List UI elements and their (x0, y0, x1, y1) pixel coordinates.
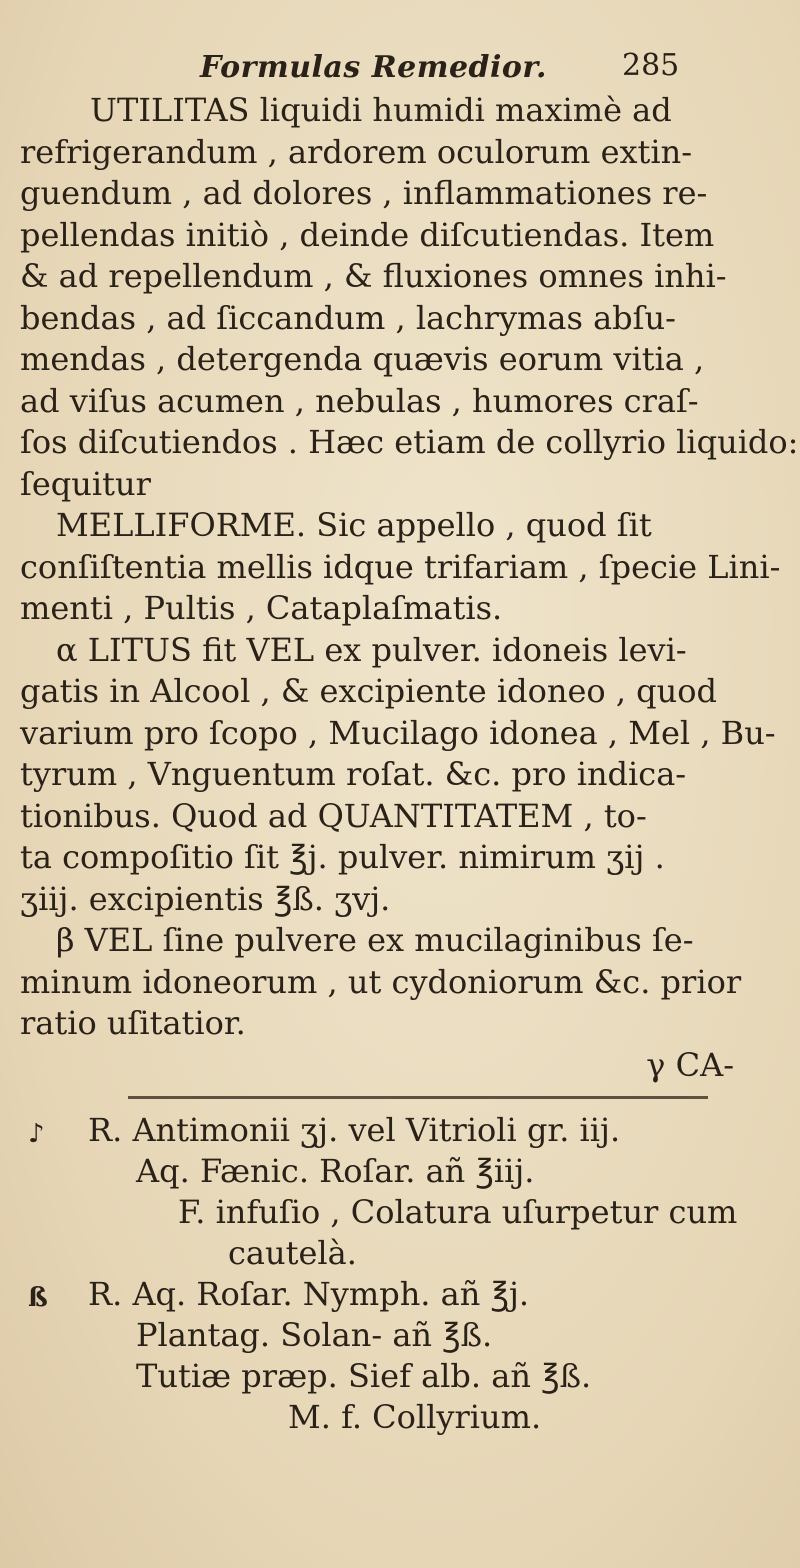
text-line: α LITUS fit VEL ex pulver. idoneis levi- (56, 630, 687, 669)
text-line: UTILITAS liquidi humidi maximè ad (90, 91, 672, 129)
note-line: Aq. Fænic. Roſar. añ ℥iij. (136, 1152, 535, 1190)
text-line: bendas , ad ſiccandum , lachrymas abſu- (20, 298, 676, 337)
page-number: 285 (622, 48, 680, 83)
text-line: pellendas initiò , deinde diſcutiendas. Item (20, 215, 715, 254)
text-line: ſos diſcutiendos . Hæc etiam de collyrio liquido: (20, 423, 799, 461)
text-line: & ad repellendum , & fluxiones omnes inhi- (20, 257, 727, 295)
text-line: minum idoneorum , ut cydoniorum &c. prior (20, 962, 742, 1001)
text-line: ad viſus acumen , nebulas , humores craſ- (20, 381, 699, 420)
footnotes (28, 1110, 768, 1438)
text-line: gatis in Alcool , & excipiente idoneo , quod (20, 672, 717, 710)
catchword: γ CA- (646, 1045, 734, 1084)
running-title: Formulas Remedior. (200, 50, 547, 85)
footnote-2 (28, 1274, 768, 1438)
note-line: Plantag. Solan- añ ℥ß. (136, 1316, 493, 1354)
note-line: R. Aq. Roſar. Nymph. añ ℥j. (88, 1275, 530, 1313)
footnote-1 (28, 1110, 768, 1274)
note-line: R. Antimonii ʒj. vel Vitrioli gr. iij. (88, 1111, 621, 1149)
main-text (20, 90, 799, 1086)
note-line: Tutiæ præp. Sief alb. añ ℥ß. (136, 1357, 592, 1395)
footnote-mark: ß (28, 1283, 48, 1313)
text-line: conſiſtentia mellis idque trifariam , ſpecie Lini- (20, 547, 781, 586)
text-line: menti , Pultis , Cataplaſmatis. (20, 589, 503, 627)
text-line: tyrum , Vnguentum roſat. &c. pro indica- (20, 755, 687, 793)
text-line: ſequitur (20, 464, 151, 503)
note-line: M. f. Collyrium. (288, 1398, 542, 1436)
text-line: ʒiij. excipientis ℥ß. ʒvj. (20, 879, 391, 918)
text-line: guendum , ad dolores , inflammationes re- (20, 174, 708, 212)
footnote-rule (128, 1096, 708, 1099)
text-line: tionibus. Quod ad QUANTITATEM , to- (20, 796, 647, 835)
note-line: F. infuſio , Colatura uſurpetur cum (178, 1193, 738, 1231)
text-line: mendas , detergenda quævis eorum vitia , (20, 340, 705, 378)
text-line: β VEL ſine pulvere ex mucilaginibus ſe- (56, 921, 694, 959)
text-line: refrigerandum , ardorem oculorum extin- (20, 132, 693, 171)
footnote-mark: ♪ (28, 1119, 45, 1149)
note-line: cautelà. (228, 1234, 357, 1272)
text-line: ratio uſitatior. (20, 1004, 246, 1042)
text-line: MELLIFORME. Sic appello , quod ſit (56, 506, 652, 544)
text-line: varium pro ſcopo , Mucilago idonea , Mel , Bu- (20, 713, 776, 752)
page-header (0, 44, 800, 88)
text-line: ta compoſitio ſit ℥j. pulver. nimirum ʒij . (20, 838, 665, 876)
